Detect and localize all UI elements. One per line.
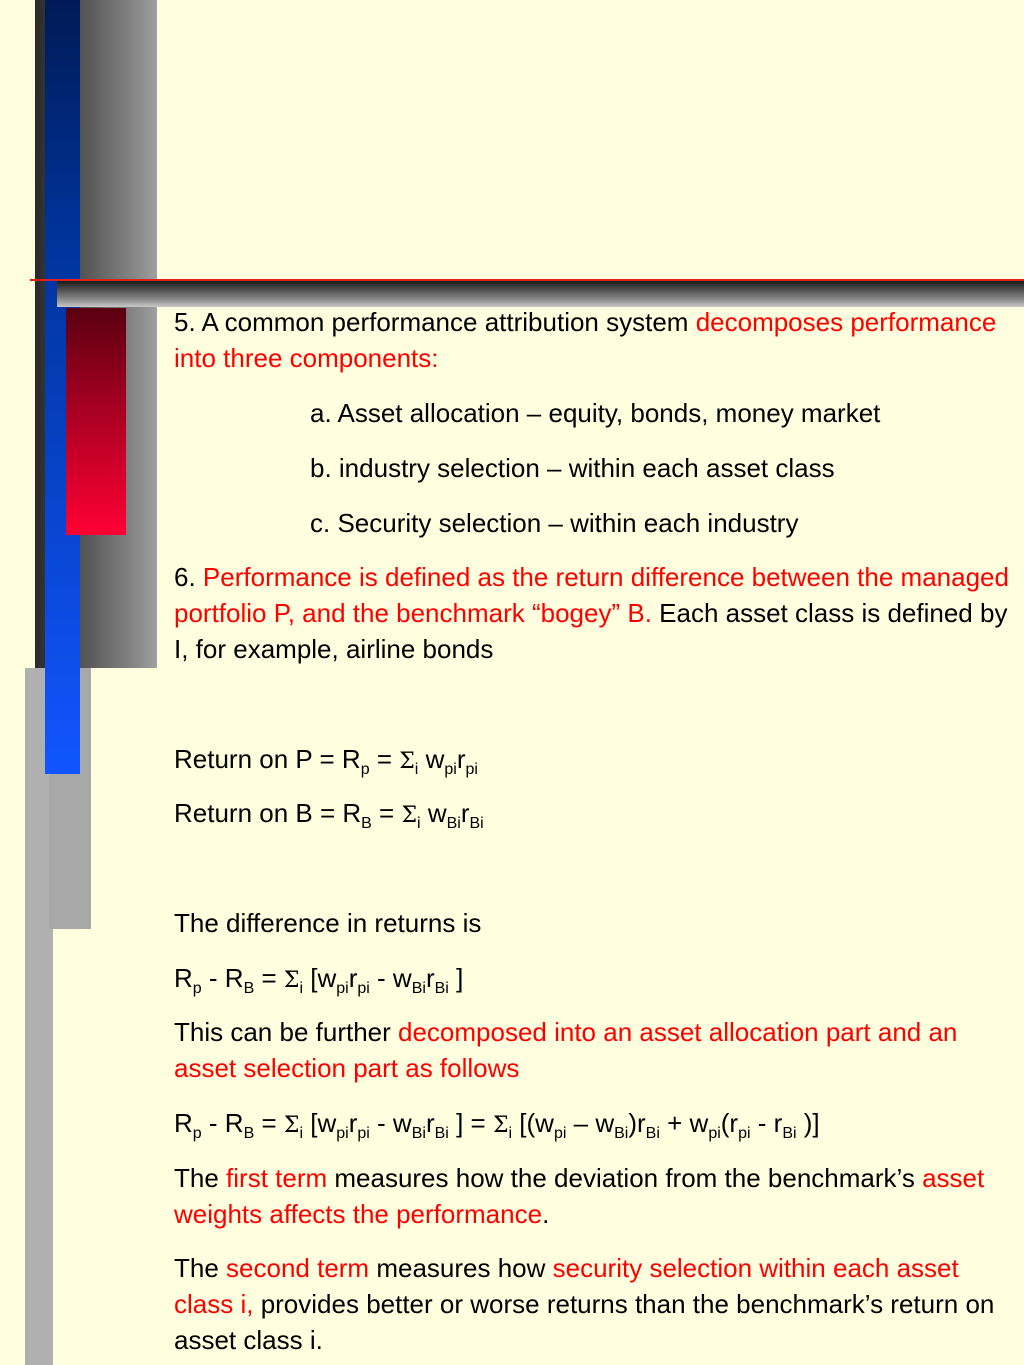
second-term-paragraph: The second term measures how security selection within each asset class i, provides better or worse returns than the benchmark’s return on asset class i.	[174, 1253, 995, 1355]
first-term-paragraph: The first term measures how the deviation from the benchmark’s asset weights affects the performance.	[174, 1163, 985, 1229]
component-a: a. Asset allocation – equity, bonds, money market	[310, 398, 881, 428]
difference-intro: The difference in returns is	[174, 908, 482, 938]
formula-difference: $R_p - R_B = \Sigma_i$ [$w_{pi}r_{pi} - w_{Bi}r_{Bi}$ ]	[174, 963, 464, 997]
component-b: b. industry selection – within each asset class	[310, 453, 835, 483]
decor-red-block	[66, 308, 126, 535]
item-6-paragraph: 6. Performance is defined as the return difference between the managed portfolio P, and the benchmark “bogey” B. Each asset class is defined by I, for example, airline bonds	[174, 562, 1009, 664]
decomposition-paragraph: This can be further decomposed into an asset allocation part and an asset selection part as follows	[174, 1017, 958, 1083]
formula-return-b: Return on $B = R_B = \Sigma_i$ $w_{Bi}r_{Bi}$	[174, 798, 484, 832]
item-5-paragraph: 5. A common performance attribution system decomposes performance into three components:	[174, 307, 997, 373]
component-c: c. Security selection – within each industry	[310, 508, 799, 538]
formula-return-p: Return on $P = R_p = \Sigma_i$ $w_{pi}r_{pi}$	[174, 744, 478, 778]
formula-decomposition: $R_p - R_B = \Sigma_i$ [$w_{pi}r_{pi} - w_{Bi}r_{Bi}$ ] = $\Sigma_i$ [$(w_{pi} - w_{Bi})r_{Bi} + w_{pi}(r_{pi} - r_{Bi}$ )]	[174, 1108, 820, 1142]
